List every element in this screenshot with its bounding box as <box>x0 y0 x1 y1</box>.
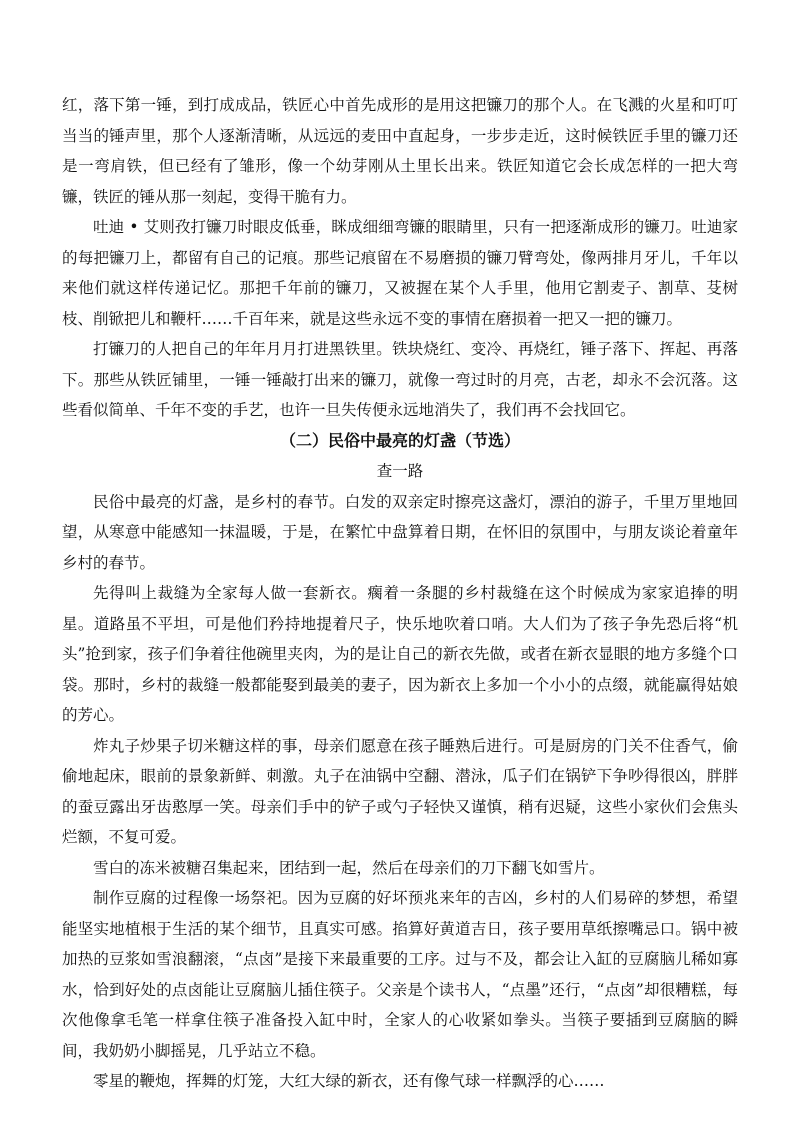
document-page <box>62 90 738 1097</box>
paragraph: 打镰刀的人把自己的年年月月打进黑铁里。铁块烧红、变冷、再烧红，锤子落下、挥起、再落下。那些从铁匠铺里，一锤一锤敲打出来的镰刀，就像一弯过时的月亮，古老，却永不会沉落。这些看似简单、千年不变的手艺，也许一旦失传便永远地消失了，我们再不会找回它。 <box>62 340 738 419</box>
section-title: （二）民俗中最亮的灯盏（节选） <box>279 430 520 450</box>
paragraph: 制作豆腐的过程像一场祭祀。因为豆腐的好坏预兆来年的吉凶，乡村的人们易碎的梦想，希望能坚实地植根于生活的某个细节，且真实可感。掐算好黄道吉日，孩子要用草纸擦嘴忌口。锅中被加热的豆浆如雪浪翻滚，“点卤”是接下来最重要的工序。过与不及，都会让入缸的豆腐脑儿稀如寡水，恰到好处的点卤能让豆腐脑儿插住筷子。父亲是个读书人，“点墨”还行，“点卤”却很糟糕，每次他像拿毛笔一样拿住筷子准备投入缸中时，全家人的心收紧如拳头。当筷子要插到豆腐脑的瞬间，我奶奶小脚摇晃，几乎站立不稳。 <box>62 889 738 1060</box>
paragraph: 吐迪 • 艾则孜打镰刀时眼皮低垂，眯成细细弯镰的眼睛里，只有一把逐渐成形的镰刀。吐迪家的每把镰刀上，都留有自己的记痕。那些记痕留在不易磨损的镰刀臂弯处，像两排月牙儿，千年以来他们就这样传递记忆。那把千年前的镰刀，又被握在某个人手里，他用它割麦子、割草、芟树枝、削锨把儿和鞭杆……千百年来，就是这些永远不变的事情在磨损着一把又一把的镰刀。 <box>62 218 738 328</box>
paragraph: 先得叫上裁缝为全家每人做一套新衣。瘸着一条腿的乡村裁缝在这个时候成为家家追捧的明星。道路虽不平坦，可是他们矜持地提着尺子，快乐地吹着口哨。大人们为了孩子争先恐后将“机头”抢到家，孩子们争着往他碗里夹肉，为的是让自己的新衣先做，或者在新衣显眼的地方多缝个口袋。那时，乡村的裁缝一般都能娶到最美的妻子，因为新衣上多加一个小小的点缀，就能赢得姑娘的芳心。 <box>62 584 738 724</box>
paragraph: 红，落下第一锤，到打成成品，铁匠心中首先成形的是用这把镰刀的那个人。在飞溅的火星和叮叮当当的锤声里，那个人逐渐清晰，从远远的麦田中直起身，一步步走近，这时候铁匠手里的镰刀还是一弯肩铁，但已经有了雏形，像一个幼芽刚从土里长出来。铁匠知道它会长成怎样的一把大弯镰，铁匠的锤从那一刻起，变得干脆有力。 <box>62 96 738 206</box>
paragraph: 零星的鞭炮，挥舞的灯笼，大红大绿的新衣，还有像气球一样飘浮的心…… <box>93 1072 605 1090</box>
paragraph: 雪白的冻米被糖召集起来，团结到一起，然后在母亲们的刀下翻飞如雪片。 <box>93 858 605 877</box>
author-name: 查一路 <box>376 462 424 480</box>
paragraph: 民俗中最亮的灯盏，是乡村的春节。白发的双亲定时擦亮这盏灯，漂泊的游子，千里万里地回望，从寒意中能感知一抹温暖，于是，在繁忙中盘算着日期，在怀旧的氛围中，与朋友谈论着童年乡村的春节。 <box>62 492 738 572</box>
paragraph: 炸丸子炒果子切米糖这样的事，母亲们愿意在孩子睡熟后进行。可是厨房的门关不住香气，偷偷地起床，眼前的景象新鲜、刺激。丸子在油锅中空翻、潜泳，瓜子们在锅铲下争吵得很凶，胖胖的蚕豆露出牙齿憨厚一笑。母亲们手中的铲子或勺子轻快又谨慎，稍有迟疑，这些小家伙们会焦头烂额，不复可爱。 <box>62 736 738 846</box>
